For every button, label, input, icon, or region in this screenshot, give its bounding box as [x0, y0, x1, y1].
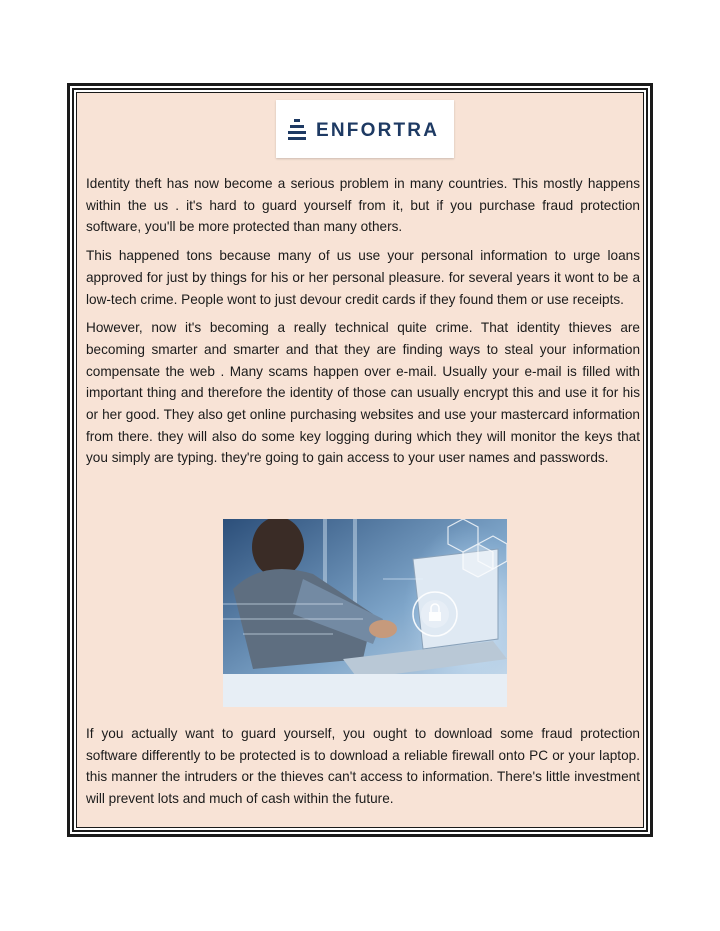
article-body: [86, 173, 640, 476]
logo-text: ENFORTRA: [316, 120, 440, 141]
document-frame: [67, 83, 653, 837]
security-photo: [223, 519, 507, 707]
document-page: [76, 92, 644, 828]
paragraph-1: Identity theft has now become a serious problem in many countries. This mostly happens within the us . it's hard to guard yourself from it, but if you purchase fraud protection software, you'll be more protected than many others.: [86, 176, 640, 235]
frame-border: [72, 88, 648, 832]
enfortra-logo: [276, 100, 454, 158]
paragraph-3: However, now it's becoming a really technical quite crime. That identity thieves are becoming smarter and smarter and that they are finding ways to steal your information compensate the web . Many scams happen over e-mail. Usually your e-mail is filled with important thing and therefore the identity of those can usually encrypt this and use it for his or her good. They also get online purchasing websites and use your mastercard information from there. they will also do some key logging during which they will monitor the keys that you simply are typing. they're going to gain access to your user names and passwords.: [86, 320, 640, 466]
paragraph-2: This happened tons because many of us use your personal information to urge loans approved for just by things for his or her personal pleasure. for several years it wont to be a low-tech crime. People wont to just devour credit cards if they found them or use receipts.: [86, 248, 640, 307]
paragraph-4: If you actually want to guard yourself, you ought to download some fraud protection software differently to be protected is to download a reliable firewall onto PC or your laptop. this manner the intruders or the thieves can't access to information. There's little investment will prevent lots and much of cash within the future.: [86, 726, 640, 807]
logo-mark-icon: [288, 119, 306, 141]
person-laptop-security-photo-icon: [223, 519, 507, 707]
